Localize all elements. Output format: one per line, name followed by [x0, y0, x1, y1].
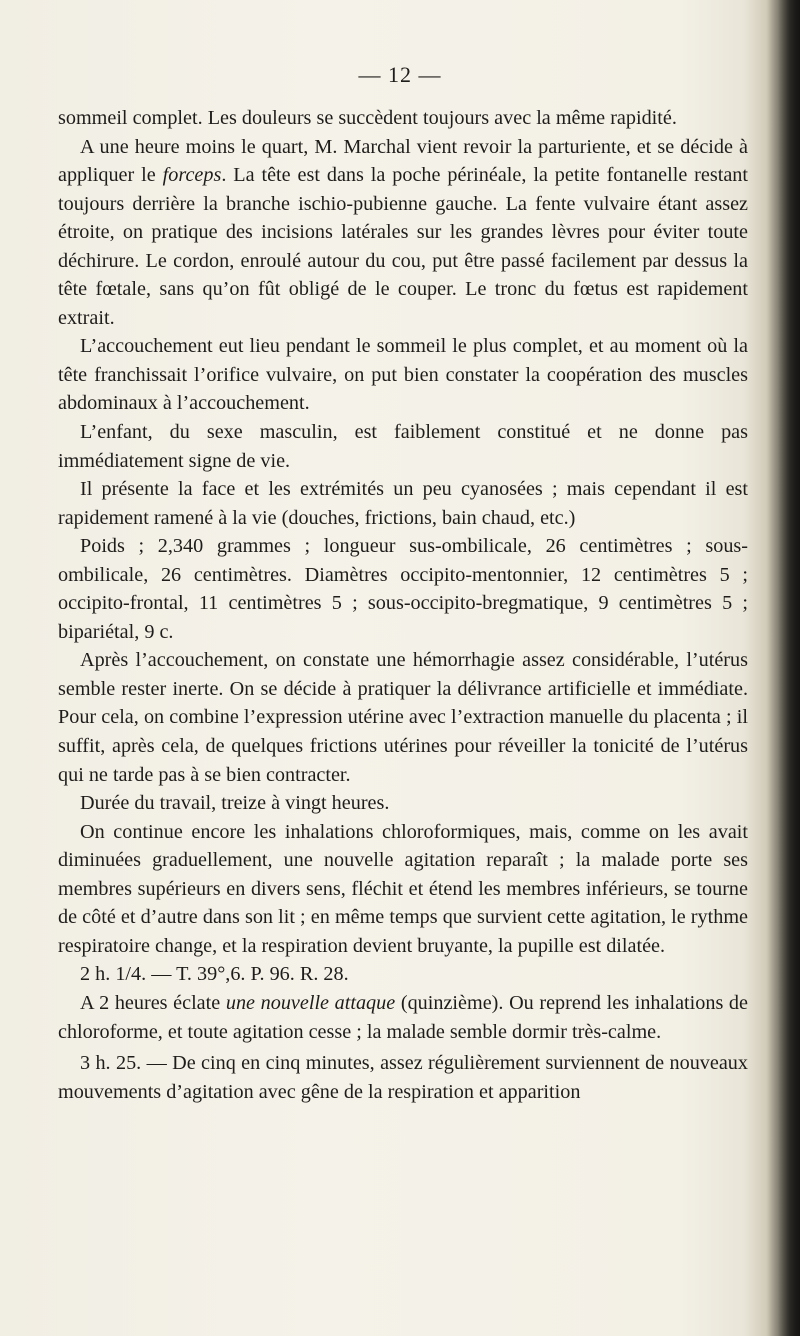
paragraph — [58, 1049, 748, 1106]
paragraph — [58, 104, 748, 133]
paragraph — [58, 418, 748, 475]
paragraph — [58, 332, 748, 418]
paragraph — [58, 989, 748, 1046]
page-number: — 12 — — [358, 62, 442, 87]
paragraph-text: sommeil complet. Les douleurs se succèdent toujours avec la même rapidité. — [58, 107, 677, 129]
paragraph-text: A une heure moins le quart, M. Marchal vient revoir la parturiente, et se décide à appliquer le — [58, 135, 748, 187]
paragraph-text: L’enfant, du sexe masculin, est faiblement constitué et ne donne pas immédiatement signe de vie. — [58, 421, 748, 472]
paragraph — [58, 789, 748, 818]
paragraph — [58, 133, 748, 333]
body-text — [58, 104, 748, 1106]
paragraph — [58, 960, 748, 989]
paragraph — [58, 646, 748, 789]
italic-text: une nouvelle attaque — [225, 991, 396, 1014]
paragraph-text: Il présente la face et les extrémités un peu cyanosées ; mais cependant il est rapidement ramené à la vie (douches, frictions, bain chaud, etc.) — [58, 478, 748, 529]
page-binding-shadow — [766, 0, 800, 1336]
paragraph-text: . La tête est dans la poche périnéale, la petite fontanelle restant toujours derrière la branche ischio-pubienne gauche. La fente vulvaire étant assez étroite, on pratique des incisions latérales sur les grandes lèvres pour éviter toute déchirure. Le cordon, enroulé autour du cou, put être passé facilement par dessus la tête fœtale, sans qu’on fût obligé de le couper. Le tronc du fœtus est rapidement extrait. — [58, 164, 748, 329]
paragraph-text: 3 h. 25. — De cinq en cinq minutes, assez régulièrement surviennent de nouveaux mouvements d’agitation avec gêne de la respiration et apparition — [58, 1052, 748, 1103]
paragraph — [58, 532, 748, 646]
paragraph-text: On continue encore les inhalations chloroformiques, mais, comme on les avait diminuées graduellement, une nouvelle agitation reparaît ; la malade porte ses membres supérieurs en divers sens, fléchit et étend les membres inférieurs, se tourne de côté et d’autre dans son lit ; en même temps que survient cette agitation, le rythme respiratoire change, et la respiration devient bruyante, la pupille est dilatée. — [58, 820, 748, 957]
paragraph-text: Durée du travail, treize à vingt heures. — [80, 792, 390, 815]
paragraph-text: L’accouchement eut lieu pendant le sommeil le plus complet, et au moment où la tête franchissait l’orifice vulvaire, on put bien constater la coopération des muscles abdominaux à l’accouchement. — [58, 335, 748, 415]
paragraph — [58, 475, 748, 532]
paragraph-text: Poids ; 2,340 grammes ; longueur sus-ombilicale, 26 centimètres ; sous-ombilicale, 26 centimètres. Diamètres occipito-mentonnier, 12 centimètres 5 ; occipito-frontal, 11 centimètres 5 ; sous-occipito-bregmatique, 9 centimètres 5 ; bipariétal, 9 c. — [58, 535, 748, 643]
paragraph-text: A 2 heures éclate — [80, 991, 226, 1014]
paragraph-text: Après l’accouchement, on constate une hémorrhagie assez considérable, l’utérus semble rester inerte. On se décide à pratiquer la délivrance artificielle et immédiate. Pour cela, on combine l’expression utérine avec l’extraction manuelle du placenta ; il suffit, après cela, de quelques frictions utérines pour réveiller la tonicité de l’utérus qui ne tarde pas à se bien contracter. — [58, 649, 748, 786]
paragraph-text: 2 h. 1/4. — T. 39°,6. P. 96. R. 28. — [80, 963, 349, 986]
italic-text: forceps — [162, 164, 222, 187]
paragraph — [58, 818, 748, 961]
paragraph-text: (quinzième). Ou reprend les inhalations de chloroforme, et toute agitation cesse ; la malade semble dormir très-calme. — [58, 991, 748, 1043]
